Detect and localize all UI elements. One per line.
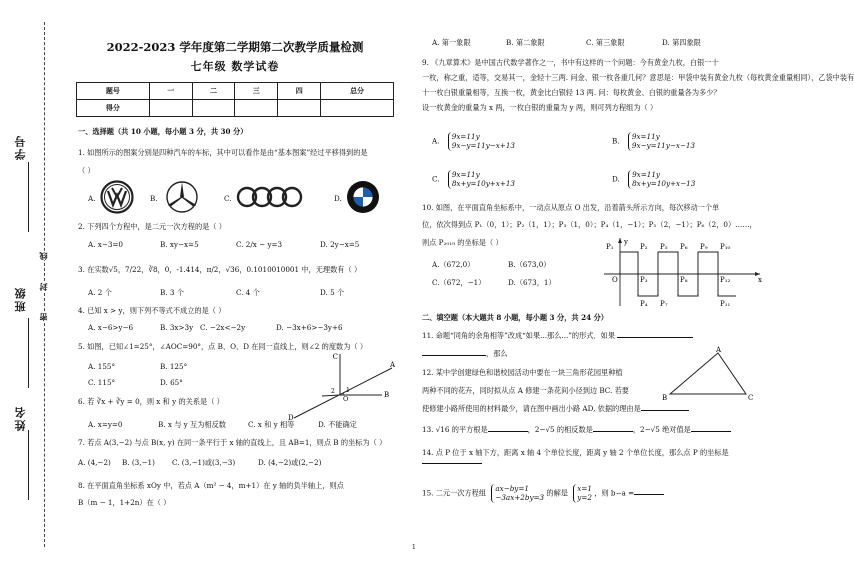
q5-label-b: B: [384, 391, 390, 399]
question-10-line2: 位，依次得到点 P₁（0，1）；P₂（1，1）；P₃（1，0）；P₄（1，−1）；P₅（2，−1）；P₆（2，0）……，: [422, 220, 757, 229]
q4-option-c: C. −2x<−2y: [200, 323, 246, 332]
q13-blank-1[interactable]: [488, 431, 528, 432]
label-xian: 线: [38, 252, 48, 260]
q6-option-b: B. x 与 y 互为相反数: [158, 420, 226, 429]
q10-label-p6: P₆: [680, 243, 688, 251]
q6-option-d: D. 不能确定: [318, 420, 357, 429]
score-input-cell[interactable]: [149, 100, 192, 117]
q8-option-d: D. 第四象限: [662, 38, 701, 47]
q10-label-p10: P₁₀: [720, 243, 731, 251]
q10-label-p9: P₉: [700, 243, 708, 251]
xuehao-line: [28, 162, 29, 232]
question-9-line3: 十一枚白银重量相等，互换一枚，黄金比白银轻 13 两. 问：每枚黄金、白银的重量各为多少？: [422, 88, 721, 97]
section-2-heading: 二、填空题（本大题共 8 小题，每小题 3 分，共 24 分）: [422, 313, 608, 322]
q2-option-c: C. 2/x − y=3: [236, 240, 283, 249]
q1-option-a: A.: [88, 194, 96, 203]
q10-label-p11: P₁₁: [720, 300, 731, 308]
q10-label-p4: P₄: [640, 300, 648, 308]
q1-option-d: D.: [334, 194, 342, 203]
xingming-line: [28, 430, 29, 500]
question-15: 15. 二元一次方程组 ax−by=1 −3ax+2by=3 的解是 x=1 y=2 ，则 b−a =: [422, 484, 664, 503]
q4-option-b: B. 3x>3y: [160, 323, 194, 332]
score-cell: 得分: [77, 100, 150, 117]
question-9-line4: 设一枚黄金的重量为 x 两，一枚白银的重量为 y 两，则可列方程组为（ ）: [422, 103, 658, 112]
q10-label-p1: P₁: [606, 243, 614, 251]
q3-option-b: B. 3 个: [160, 288, 184, 297]
question-8-line2: B（m − 1，1+2n）在（ ）: [78, 498, 171, 507]
question-2: 2. 下列四个方程中，是二元一次方程的是（ ）: [78, 222, 226, 231]
score-input-cell[interactable]: [278, 100, 321, 117]
q1-option-c: C.: [224, 194, 232, 203]
mercedes-logo-icon: [164, 179, 200, 217]
q10-path-figure: [600, 236, 766, 310]
question-9-line1: 9. 《九章算术》是中国古代数学著作之一，书中有这样的一个问题：今有黄金九枚，白银一十: [422, 58, 719, 67]
q6-option-a: A. x=y=0: [88, 420, 123, 429]
q10-label-p7: P₇: [660, 300, 668, 308]
q7-option-a: A. (4,−2): [78, 458, 111, 467]
q5-label-1: 1: [346, 387, 350, 394]
q2-option-d: D. 2y−x=5: [320, 240, 360, 249]
q4-option-d: D. −3x+6>−3y+6: [276, 323, 343, 332]
q4-option-a: A. x−6>y−6: [88, 323, 134, 332]
audi-rings-logo-icon: [236, 186, 304, 210]
score-table: [76, 82, 394, 117]
q10-label-origin: O: [612, 276, 618, 284]
q7-option-b: B. (3,−1): [122, 458, 155, 467]
q8-option-b: B. 第二象限: [506, 38, 545, 47]
q12-label-a: A: [716, 346, 722, 354]
q10-label-p5: P₅: [660, 243, 668, 251]
q3-option-d: D. 5 个: [320, 288, 345, 297]
q10-option-d: D.（673，1）: [508, 278, 556, 287]
q12-triangle-figure: [658, 344, 762, 404]
q13-blank-2[interactable]: [593, 431, 633, 432]
score-input-cell[interactable]: [235, 100, 278, 117]
score-cell: 一: [149, 83, 192, 100]
q12-blank[interactable]: [641, 410, 689, 411]
section-1-heading: 一、选择题（共 10 小题，每小题 3 分，共 30 分）: [78, 127, 248, 136]
q12-label-b: B: [662, 394, 668, 402]
question-8: 8. 在平面直角坐标系 xOy 中，若点 A（m² − 4，m+1）在 y 轴的负半轴上，则点: [78, 481, 344, 490]
question-5: 5. 如图，已知∠1=25°，∠AOC=90°，点 B、O、D 在同一直线上，则∠2 的度数为（ ）: [78, 342, 368, 351]
question-12-line1: 12. 某中学创建绿色和谐校园活动中要在一块三角形花园里种植: [422, 368, 623, 377]
score-input-cell[interactable]: [321, 100, 394, 117]
q10-label-p12: P₁₂: [720, 276, 731, 284]
question-13: 13. √16 的平方根是 ，2−√5 的相反数是 ，2−√5 绝对值是: [422, 425, 731, 434]
question-7: 7. 若点 A(3,−2) 与点 B(x, y) 在同一条平行于 x 轴的直线上，且 AB=1，则点 B 的坐标为（ ）: [78, 438, 387, 447]
q7-option-d: D. (4,−2)或(2,−2): [258, 458, 322, 467]
question-1: 1. 如图所示的图案分别是四种汽车的车标，其中可以看作是由“基本图案”经过平移得到的是: [78, 148, 368, 157]
q5-label-d: D: [288, 414, 294, 422]
q8-option-c: C. 第三象限: [586, 38, 625, 47]
q5-label-o: O: [343, 395, 349, 403]
question-10-line1: 10. 如图，在平面直角坐标系中，一动点从原点 O 出发，沿着箭头所示方向，每次移动一个单: [422, 203, 720, 212]
q5-label-a: A: [390, 361, 396, 369]
q8-option-a: A. 第一象限: [432, 38, 471, 47]
q10-option-a: A.（672,0）: [432, 260, 475, 269]
q10-option-b: B.（673,0）: [508, 260, 551, 269]
question-11-text: 11. 命题“同角的余角相等”改成“如果...那么...”的形式．如果: [422, 331, 616, 340]
label-xuehao: 学号: [14, 134, 27, 160]
q5-option-d: D. 65°: [160, 378, 183, 387]
question-11-line2: ，那么: [422, 349, 508, 358]
q3-option-c: C. 4 个: [236, 288, 260, 297]
q3-option-a: A. 2 个: [88, 288, 112, 297]
question-6: 6. 若 ∛x + ∛y = 0，则 x 和 y 的关系是（ ）: [78, 397, 224, 406]
q5-angle-figure: [282, 350, 400, 424]
q5-label-2: 2: [331, 388, 335, 395]
q12-label-c: C: [748, 394, 754, 402]
q9-option-a: A. 9x=11y 9x−y=11y−x+13: [432, 132, 515, 151]
q11-blank-1[interactable]: [617, 337, 693, 338]
q5-label-c: C: [332, 353, 338, 361]
q10-label-p3: P₃: [640, 276, 648, 284]
score-table-score-row: [77, 100, 394, 117]
q5-option-c: C. 115°: [88, 378, 116, 387]
score-cell: 题号: [77, 83, 150, 100]
label-feng: 封: [38, 283, 48, 291]
question-12-line2: 两种不同的花卉，同时拟从点 A 修建一条花间小径到边 BC. 若要: [422, 386, 629, 395]
score-cell: 三: [235, 83, 278, 100]
score-cell: 四: [278, 83, 321, 100]
q10-label-p8: P₈: [680, 276, 688, 284]
score-table-header-row: [77, 83, 394, 100]
q15-blank[interactable]: [634, 494, 664, 495]
q13-blank-3[interactable]: [691, 431, 731, 432]
question-9-line2: 一枚，称之重，适等，交易其一，金轻十三两. 问金、银一枚各重几何？意思是：甲袋中装有黄金九枚（每枚黄金重量相同），乙袋中装有: [422, 73, 854, 82]
q2-option-a: A. x−3=0: [88, 240, 124, 249]
score-input-cell[interactable]: [192, 100, 235, 117]
question-1-paren: （ ）: [78, 166, 95, 175]
exam-subtitle: 七年级 数学试卷: [190, 60, 280, 73]
question-4: 4. 已知 x > y，则下列不等式不成立的是（ ）: [78, 306, 226, 315]
question-12-line3: 使修建小路所使用的材料最少，请在图中画出小路 AD, 依据的理由是: [422, 404, 689, 413]
banji-line: [28, 318, 29, 388]
label-xingming: 姓名: [14, 405, 27, 431]
volkswagen-logo-icon: [100, 180, 134, 216]
q10-label-p2: P₂: [640, 243, 648, 251]
q9-option-b: B. 9x=11y 9x−y=11y−x−13: [612, 132, 696, 151]
score-cell: 二: [192, 83, 235, 100]
score-cell: 总分: [321, 83, 394, 100]
question-11-line1: [422, 331, 693, 340]
question-3: 3. 在实数√5，7/22，∛8，0，-1.414，π/2，√36，0.1010010001 中，无理数有（ ）: [78, 265, 362, 274]
q6-option-c: C. x 和 y 相等: [248, 420, 295, 429]
label-mi: 密: [38, 313, 48, 321]
q9-option-d: D. 9x=11y 8x+y=10y+x−13: [612, 170, 696, 189]
q10-option-c: C.（672，−1）: [432, 278, 486, 287]
q5-option-a: A. 155°: [88, 362, 116, 371]
bmw-logo-icon: [346, 180, 380, 216]
q10-label-y: y: [624, 238, 628, 246]
q11-blank-2[interactable]: [422, 355, 486, 356]
question-14: 14. 点 P 位于 x 轴下方，距离 x 轴 4 个单位长度，距离 y 轴 2 个单位长度，那么点 P 的坐标是: [422, 448, 772, 466]
page-number: 1: [412, 544, 416, 551]
q5-option-b: B. 125°: [160, 362, 188, 371]
q9-option-c: C. 9x=11y 8x+y=10y+x+13: [432, 170, 516, 189]
binding-gutter: [0, 0, 74, 561]
q2-option-b: B. xy−x=5: [160, 240, 199, 249]
exam-title: 2022-2023 学年度第二学期第二次教学质量检测: [106, 40, 364, 54]
question-10-line3: 则点 P₂₀₁₉ 的坐标是（ ）: [422, 238, 503, 247]
q1-option-b: B.: [150, 194, 158, 203]
label-banji: 班级: [14, 286, 27, 312]
q10-label-x: x: [758, 276, 762, 284]
q7-option-c: C. (3,−1)或(3,−3): [172, 458, 236, 467]
q14-blank[interactable]: [422, 463, 482, 464]
